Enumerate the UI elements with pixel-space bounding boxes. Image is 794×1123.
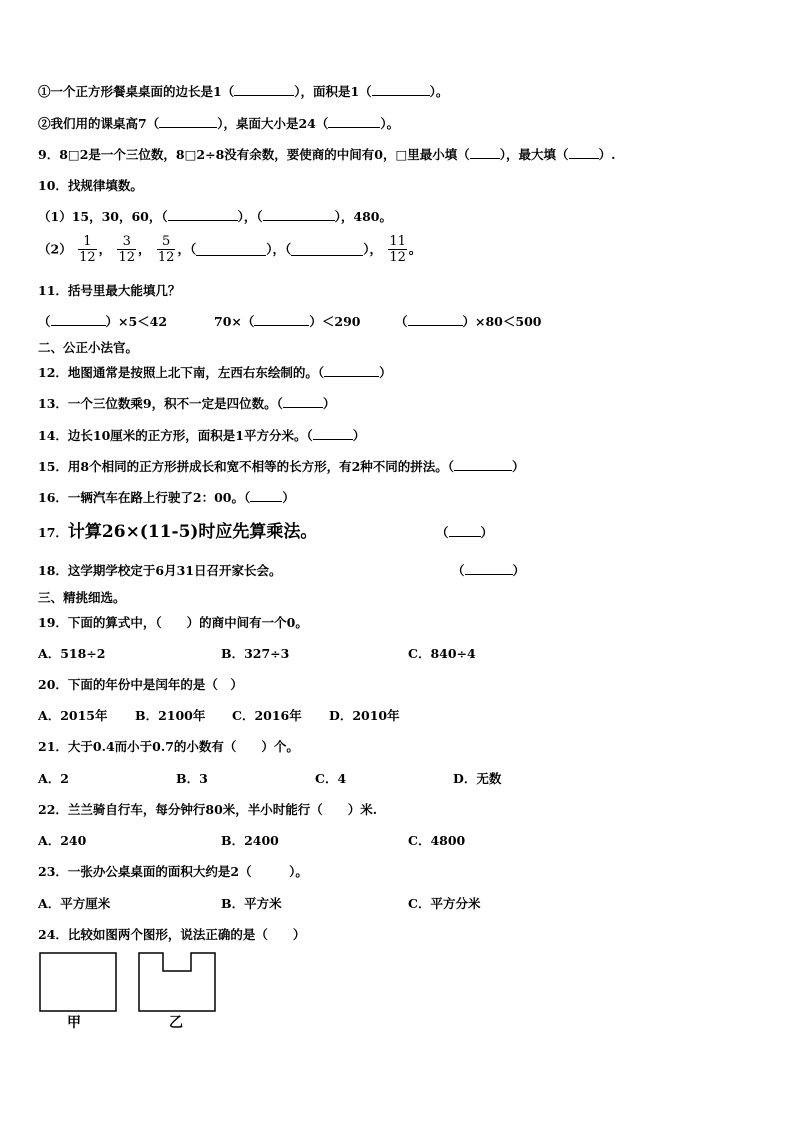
- item-b: 70×（ ）＜290: [214, 314, 361, 329]
- option-a[interactable]: A．2015年: [38, 708, 108, 723]
- option-b[interactable]: B．平方米: [221, 896, 282, 911]
- fraction-1-12: $\frac{1}{12}$: [79, 234, 96, 265]
- option-a[interactable]: A．平方厘米: [38, 896, 111, 911]
- question-17: 17．计算26×(11-5)时应先算乘法。 （ ）: [38, 522, 494, 542]
- option-b[interactable]: B．2400: [221, 833, 279, 848]
- label-jia: 甲: [67, 1015, 81, 1031]
- option-c[interactable]: C．4: [315, 771, 347, 786]
- option-a[interactable]: A．2: [38, 771, 69, 786]
- option-d[interactable]: D．2010年: [329, 708, 400, 723]
- item-c: （ ）×80＜500: [395, 314, 542, 329]
- option-c[interactable]: C．4800: [408, 833, 466, 848]
- option-c[interactable]: C．840÷4: [408, 646, 476, 661]
- question-8-part-1: ①一个正方形餐桌桌面的边长是1（ ），面积是1（ ）。: [38, 84, 449, 99]
- question-23: 23．一张办公桌桌面的面积大约是2（ ）。: [38, 864, 308, 879]
- question-14: 14．边长10厘米的正方形，面积是1平方分米。（ ）: [38, 428, 366, 443]
- question-22-options: [38, 833, 518, 849]
- fraction-5-12: $\frac{5}{12}$: [157, 234, 175, 265]
- question-18: 18．这学期学校定于6月31日召开家长会。 （ ）: [38, 563, 526, 578]
- item-a: （ ）×5＜42: [38, 314, 168, 329]
- question-19-options: [38, 646, 518, 662]
- option-b[interactable]: B．2100年: [135, 708, 206, 723]
- label-yi: 乙: [169, 1015, 183, 1031]
- shape-yi: [139, 953, 215, 1011]
- fraction-11-12: $\frac{11}{12}$: [389, 234, 406, 265]
- question-17-answer: （ ）: [436, 525, 494, 540]
- option-c[interactable]: C．2016年: [232, 708, 302, 723]
- option-c[interactable]: C．平方分米: [408, 896, 481, 911]
- question-18-answer: （ ）: [452, 563, 526, 578]
- option-a[interactable]: A．518÷2: [38, 646, 106, 661]
- question-13: 13．一个三位数乘9，积不一定是四位数。（ ）: [38, 396, 336, 411]
- section-3-heading: 三、精挑细选。: [38, 590, 126, 605]
- question-22: 22．兰兰骑自行车，每分钟行80米，半小时能行（ ）米.: [38, 802, 378, 817]
- shape-comparison-figure: [36, 950, 236, 1035]
- question-23-options: [38, 896, 518, 912]
- question-8-part-2: ②我们用的课桌高7（ ），桌面大小是24（ ）。: [38, 116, 400, 131]
- question-10-part-2: （2） $\frac{1}{12}$ ， $\frac{3}{12}$ ， $\frac{5}{12}$ ，（ ），（ ）， $\frac{11}{12}$ 。: [38, 234, 422, 265]
- question-16: 16．一辆汽车在路上行驶了2：00。（ ）: [38, 490, 295, 505]
- question-9: 9．8□2是一个三位数，8□2÷8没有余数，要使商的中间有0，□里最小填（ ），最大填（ ）.: [38, 147, 616, 162]
- question-10-part-1: （1）15，30，60，（ ），（ ），480。: [38, 209, 392, 224]
- question-20-options: [38, 708, 438, 724]
- question-21: 21．大于0.4而小于0.7的小数有（ ）个。: [38, 739, 299, 754]
- section-2-heading: 二、公正小法官。: [38, 340, 139, 355]
- option-b[interactable]: B．3: [176, 771, 208, 786]
- question-19: 19．下面的算式中，（ ）的商中间有一个0。: [38, 615, 308, 630]
- option-b[interactable]: B．327÷3: [221, 646, 290, 661]
- question-11: 11．括号里最大能填几？: [38, 283, 181, 298]
- question-24: 24．比较如图两个图形，说法正确的是（ ）: [38, 927, 306, 942]
- question-15: 15．用8个相同的正方形拼成长和宽不相等的长方形，有2种不同的拼法。（ ）: [38, 459, 525, 474]
- question-10: 10．找规律填数。: [38, 178, 143, 193]
- fraction-3-12: $\frac{3}{12}$: [118, 234, 136, 265]
- question-20: 20．下面的年份中是闰年的是（ ）: [38, 677, 243, 692]
- question-21-options: [38, 771, 558, 787]
- shape-jia: [40, 953, 116, 1011]
- option-d[interactable]: D．无数: [453, 771, 502, 786]
- option-a[interactable]: A．240: [38, 833, 87, 848]
- question-12: 12．地图通常是按照上北下南，左西右东绘制的。（ ）: [38, 365, 392, 380]
